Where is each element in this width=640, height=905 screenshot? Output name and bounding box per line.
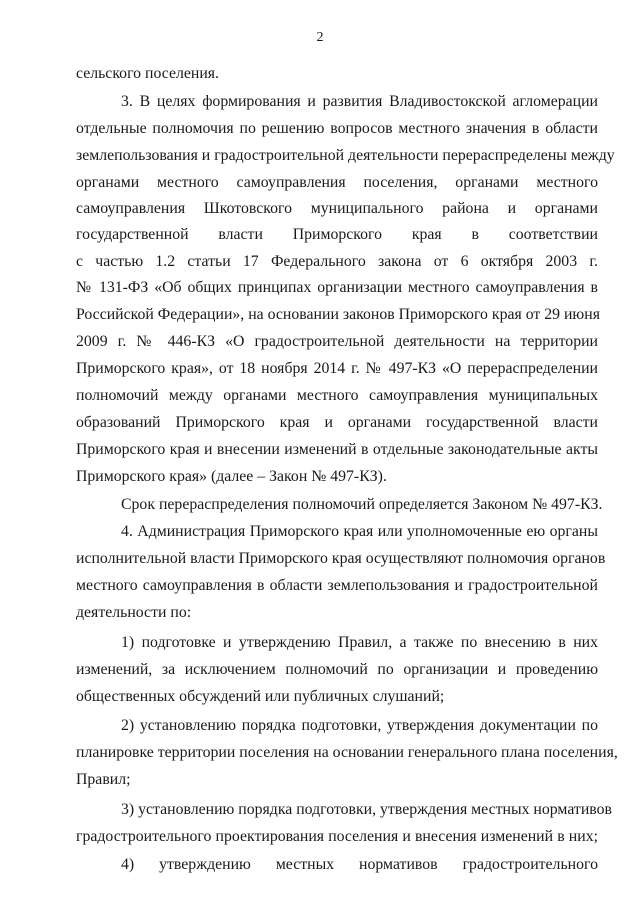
text-line: Приморского края», от 18 ноября 2014 г. № 497-КЗ «О перераспределении [76,360,598,377]
text-line: № 131-ФЗ «Об общих принципах организации местного самоуправления в [76,279,598,296]
text-line: градостроительного проектирования поселения и внесения изменений в них; [76,828,598,845]
text-line: 2) установлению порядка подготовки, утверждения документации по [121,717,598,734]
text-line: планировке территории поселения на основании генерального плана поселения, [76,744,618,761]
text-line: отдельные полномочия по решению вопросов местного значения в области [76,120,598,137]
text-line: Срок перераспределения полномочий определяется Законом № 497-КЗ. [121,496,603,513]
text-line: государственной власти Приморского края в соответствии [76,226,598,243]
text-line: 4. Администрация Приморского края или уполномоченные ею органы [121,523,598,540]
text-line: Российской Федерации», на основании законов Приморского края от 29 июня [76,306,600,323]
text-line: Приморского края и внесении изменений в отдельные законодательные акты [76,441,598,458]
text-line: исполнительной власти Приморского края осуществляют полномочия органов [76,550,606,567]
text-line: полномочий между органами местного самоуправления муниципальных [76,387,598,404]
text-line: 3) установлению порядка подготовки, утверждения местных нормативов [121,801,612,818]
text-line: 2009 г. № 446-КЗ «О градостроительной деятельности на территории [76,333,598,350]
text-line: изменений, за исключением полномочий по организации и проведению [76,661,598,678]
text-line: 1) подготовке и утверждению Правил, а также по внесению в них [121,634,598,651]
text-line: Правил; [76,771,131,788]
text-line: сельского поселения. [76,65,219,82]
text-line: деятельности по: [76,604,192,621]
text-line: образований Приморского края и органами государственной власти [76,414,598,431]
text-line: Приморского края» (далее – Закон № 497-КЗ). [76,468,387,485]
text-line: 4) утверждению местных нормативов градостроительного [121,856,598,873]
text-line: общественных обсуждений или публичных слушаний; [76,688,445,705]
page-number: 2 [316,30,324,45]
text-line: самоуправления Шкотовского муниципального района и органами [76,200,598,217]
text-line: землепользования и градостроительной деятельности перераспределены между [76,147,615,164]
text-line: с частью 1.2 статьи 17 Федерального закона от 6 октября 2003 г. [76,253,598,270]
text-line: 3. В целях формирования и развития Владивостокской агломерации [121,93,598,110]
text-line: местного самоуправления в области землепользования и градостроительной [76,577,598,594]
text-line: органами местного самоуправления поселения, органами местного [76,174,598,191]
